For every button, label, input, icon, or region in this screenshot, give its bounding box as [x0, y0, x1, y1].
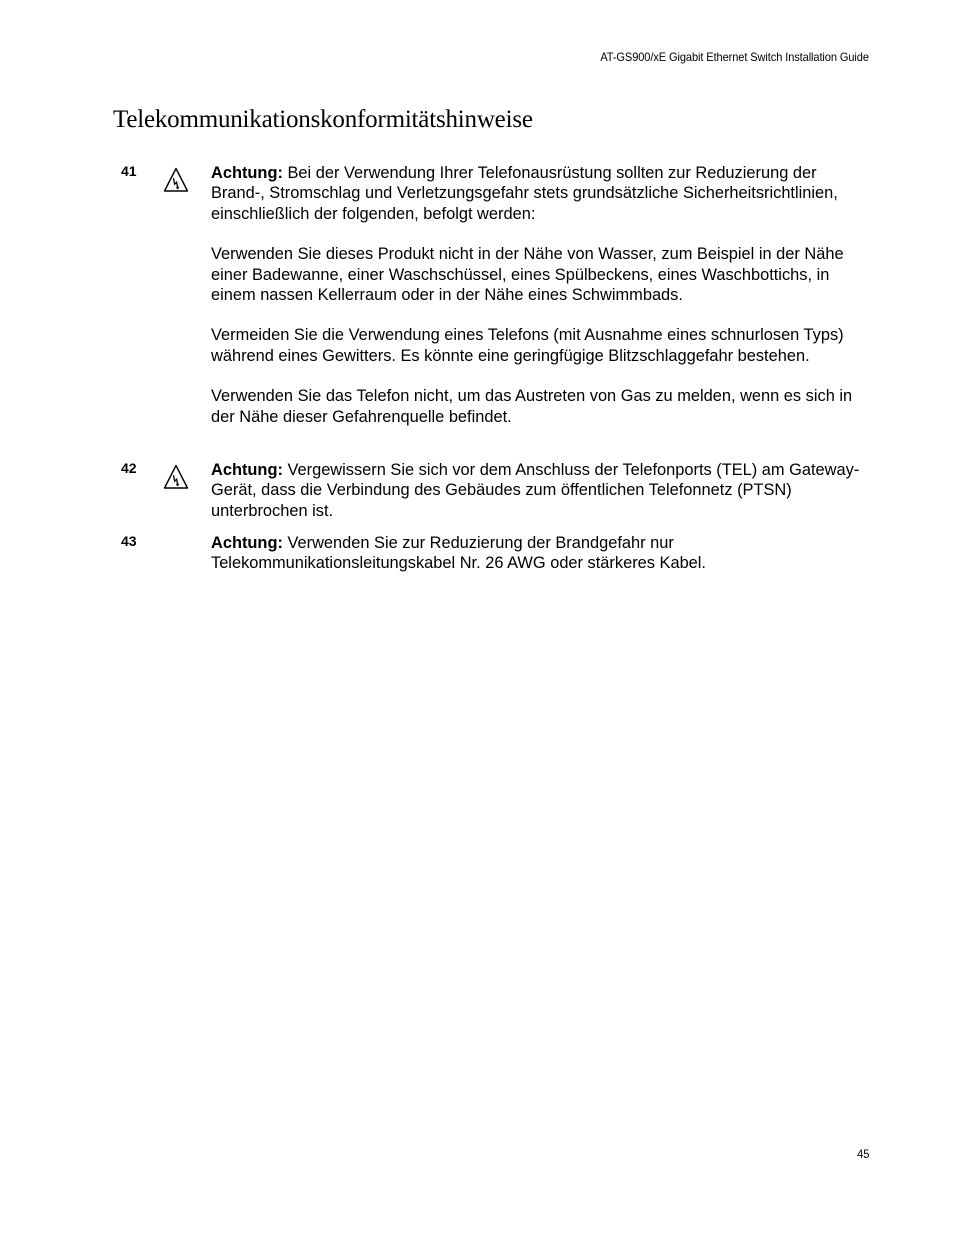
item-intro	[211, 460, 861, 521]
section-title: Telekommunikationskonformitätshinweise	[113, 106, 533, 133]
item-paragraph: Vermeiden Sie die Verwendung eines Telefons (mit Ausnahme eines schnurlosen Typs) während eines Gewitters. Es könnte eine geringfügige Blitzschlaggefahr bestehen.	[211, 326, 844, 365]
electrical-hazard-warning-icon	[163, 167, 189, 193]
caution-label: Achtung:	[211, 164, 283, 182]
electrical-hazard-warning-icon	[163, 464, 189, 490]
item-body	[211, 533, 861, 574]
item-body	[211, 163, 861, 427]
item-text: Verwenden Sie zur Reduzierung der Brandgefahr nur Telekommunikationsleitungskabel Nr. 26 AWG oder stärkeres Kabel.	[211, 534, 706, 573]
item-text: Bei der Verwendung Ihrer Telefonausrüstung sollten zur Reduzierung der Brand-, Stromschlag und Verletzungsgefahr stets grundsätzliche Sicherheitsrichtlinien, einschließlich der folgenden, befolgt werden:	[211, 164, 838, 223]
item-paragraph: Verwenden Sie das Telefon nicht, um das Austreten von Gas zu melden, wenn es sich in der Nähe dieser Gefahrenquelle befindet.	[211, 387, 853, 426]
item-number: 42	[121, 460, 137, 476]
caution-label: Achtung:	[211, 534, 283, 552]
item-number: 41	[121, 163, 137, 179]
item-intro	[211, 163, 861, 224]
item-number: 43	[121, 533, 137, 549]
item-text: Vergewissern Sie sich vor dem Anschluss der Telefonports (TEL) am Gateway-Gerät, dass die Verbindung des Gebäudes zum öffentlichen Telefonnetz (PTSN) unterbrochen ist.	[211, 461, 860, 520]
item-body	[211, 460, 861, 521]
page-number: 45	[856, 1147, 869, 1161]
item-intro	[211, 533, 861, 574]
caution-label: Achtung:	[211, 461, 283, 479]
running-header: AT-GS900/xE Gigabit Ethernet Switch Installation Guide	[600, 50, 869, 64]
item-paragraph: Verwenden Sie dieses Produkt nicht in der Nähe von Wasser, zum Beispiel in der Nähe einer Badewanne, einer Waschschüssel, eines Spülbeckens, eines Waschbottichs, in einem nassen Kellerraum oder in der Nähe eines Schwimmbads.	[211, 245, 844, 305]
